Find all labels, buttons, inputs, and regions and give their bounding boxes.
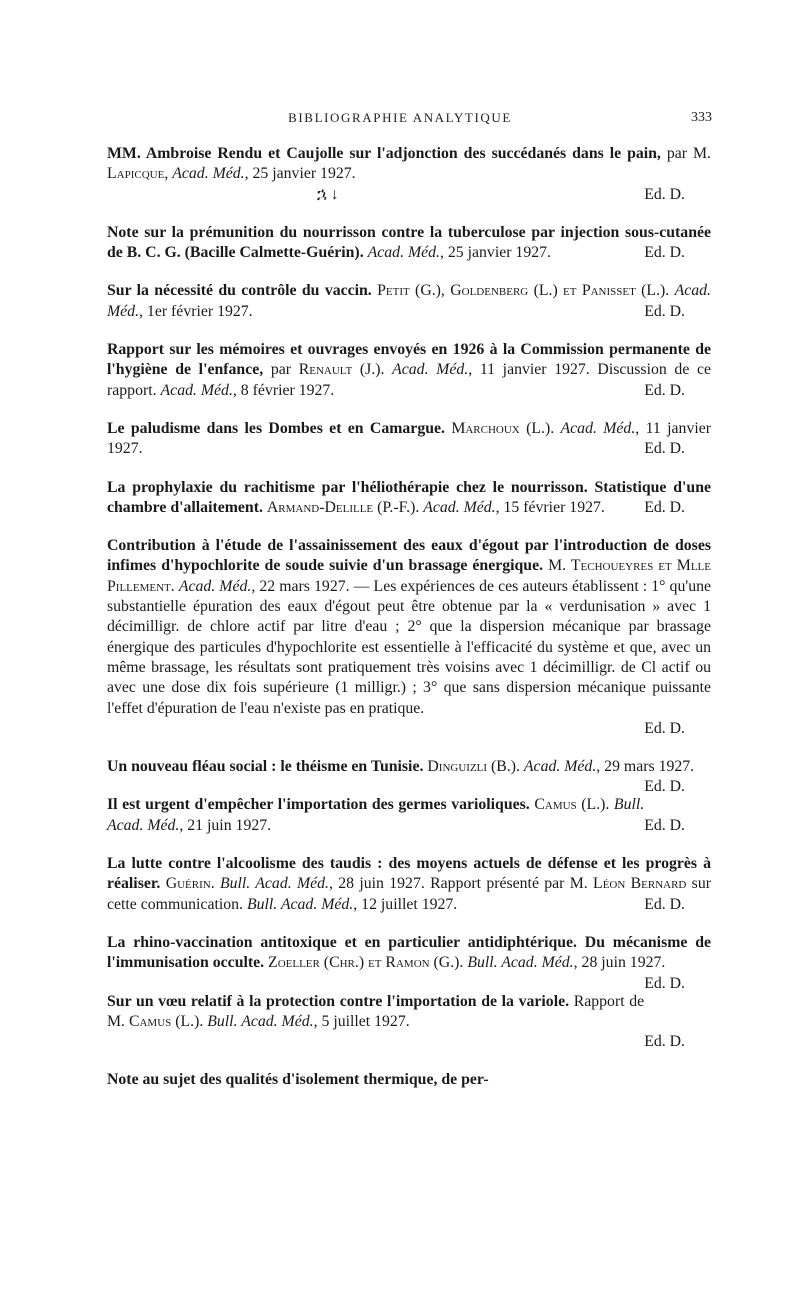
entry-signature: Ed. D. [644, 778, 685, 796]
entry-journal: Acad. Méd. [560, 419, 636, 437]
entry-authors: Guérin. [165, 875, 215, 893]
entry-title: Rapport sur les mémoires et ouvrages envoyés en 1926 à la Commission permanente de l'hygiène de l'enfance, [107, 341, 711, 379]
entry-title: Il est urgent d'empêcher l'importation des germes varioliques. [107, 796, 530, 814]
entry-voeu-variole [107, 992, 711, 1033]
entry-date: , 1er février 1927. [139, 302, 253, 320]
entry-isolement-thermique [107, 1070, 711, 1090]
entry-authors: Petit (G.), Goldenberg (L.) et Panisset (L.). [377, 282, 670, 300]
entry-signature: Ed. D. [644, 185, 685, 203]
entry-premunition [107, 223, 711, 264]
entry-title: MM. Ambroise Rendu et Caujolle sur l'adjonction des succédanés dans le pain, [107, 145, 661, 162]
entry-authors: Marchoux (L.). [451, 419, 555, 437]
entry-body: — Les expériences de ces auteurs établissent : 1° qu'une substantielle épuration des eaux d'égout peut être obtenue par la « verdunisation » avec 1 décimilligr. de chlore actif par litre d'eau ; 2° que la dispersion mécanique par brassage énergique des particules d'hypochlorite est essentielle à l'efficacité du système et que, avec un même brassage, les résultats sont pratiquement très voisins avec 1 décimilligr. de Cl actif ou avec une dose dix fois supérieure (1 milligr.) ; 3° que sans dispersion mécanique puissante l'effet d'épuration de l'eau n'existe pas en pratique. [107, 577, 712, 717]
entry-germes-varioliques [107, 795, 711, 836]
entry-theisme [107, 757, 711, 796]
entry-date: , 5 juillet 1927. [313, 1012, 410, 1030]
entry-authors: Camus (L.). [128, 1012, 204, 1030]
entry-title: Note au sujet des qualités d'isolement thermique, de per- [107, 1071, 489, 1089]
entry-date-2: , 12 juillet 1927. [353, 895, 458, 913]
entry-title: La rhino-vaccination antitoxique et en particulier antidiphtérique. Du mécanisme de l'immunisation occulte. [107, 933, 711, 972]
entry-alcoolisme [107, 854, 711, 915]
entry-authors: Camus (L.). [534, 796, 610, 814]
entry-signature: Ed. D. [644, 498, 685, 516]
entry-date: , 28 juin 1927. [573, 954, 666, 972]
entry-date: , 21 juin 1927. [179, 816, 272, 834]
entry-date: , 15 février 1927. [495, 498, 605, 516]
entry-succedanes: MM. Ambroise Rendu et Caujolle sur l'adjonction des succédanés dans le pain, par M. Lapicque, Acad. Méd., 25 janvier 1927. ኋ ↓ Ed. D. [107, 144, 711, 205]
bibliography-entries [107, 144, 711, 1109]
entry-journal: Acad. Méd. [392, 361, 469, 379]
entry-date: , 25 janvier 1927. [244, 165, 356, 183]
entry-journal: Bull. Acad. Méd. [219, 875, 330, 893]
entry-journal: Acad. Méd. [423, 498, 496, 516]
entry-eaux-egout [107, 536, 711, 719]
entry-controle-vaccin [107, 281, 711, 322]
entry-journal: Acad. Méd. [178, 577, 252, 595]
entry-date-2: , 8 février 1927. [232, 381, 335, 399]
entry-date: , 25 janvier 1927. [439, 244, 551, 262]
entry-journal-2: Acad. Méd. [160, 381, 233, 399]
entry-date: , 11 janvier 1927. [468, 361, 590, 379]
entry-authors: Renault (J.). [298, 361, 385, 379]
entry-signature: Ed. D. [644, 440, 685, 458]
entry-signature: Ed. D. [644, 1033, 685, 1051]
entry-journal: Acad. Méd. [523, 758, 597, 776]
entry-journal: Bull. Acad. Méd. [207, 1012, 314, 1030]
entry-journal: Bull. Acad. Méd. [467, 954, 574, 972]
entry-title: La prophylaxie du rachitisme par l'héliothérapie chez le nourrisson. Statistique d'une chambre d'allaitement. [107, 478, 711, 516]
entry-journal: Acad. Méd. [367, 244, 440, 262]
entry-signature: Ed. D. [644, 244, 685, 262]
entry-authors: Dinguizli (B.). [427, 758, 520, 776]
entry-body-author: Léon Bernard [593, 875, 687, 893]
entry-title: Contribution à l'étude de l'assainissement des eaux d'égout par l'introduction de doses infimes d'hypochlorite de soude suivie d'un brassage énergique. [107, 537, 711, 575]
entry-title: Le paludisme dans les Dombes et en Camargue. [107, 419, 445, 437]
entry-body: Discussion de ce rapport. [107, 361, 712, 399]
entry-title: Un nouveau fléau social : le théisme en Tunisie. [107, 758, 424, 776]
entry-date: , 22 mars 1927. [251, 577, 350, 595]
entry-signature: Ed. D. [644, 895, 685, 913]
entry-journal: Bull. Acad. Méd. [107, 796, 645, 834]
entry-date: , 11 janvier 1927. [107, 419, 711, 458]
entry-authors: Armand-Delille (P.-F.). [266, 498, 420, 516]
entry-signature: Ed. D. [644, 974, 685, 992]
entry-journal: Acad. Méd. [172, 165, 245, 183]
entry-title: Note sur la prémunition du nourrisson contre la tuberculose par injection sous-cutanée de B. C. G. (Bacille Calmette-Guérin). [107, 223, 711, 262]
entry-journal: Acad. Méd. [107, 282, 712, 320]
entry-authors: M. Techoueyres et Mlle Pillement. [107, 557, 711, 595]
entry-journal-2: Bull. Acad. Méd. [246, 895, 354, 913]
entry-signature: Ed. D. [644, 719, 685, 737]
entry-title: La lutte contre l'alcoolisme des taudis : des moyens actuels de défense et les progrès à réaliser. [107, 855, 711, 893]
entry-date: , 28 juin 1927. [329, 875, 425, 893]
entry-paludisme [107, 419, 711, 460]
entry-date: , 29 mars 1927. [596, 758, 695, 776]
entry-body-prefix: Rapport de M. [107, 992, 645, 1030]
entry-title: Sur un vœu relatif à la protection contre l'importation de la variole. [107, 992, 570, 1010]
entry-authors: Lapicque [107, 165, 165, 183]
entry-signature: Ed. D. [644, 302, 685, 320]
entry-signature: Ed. D. [644, 816, 685, 834]
entry-authors-prefix: par M. [666, 145, 711, 162]
entry-authors: Zoeller (Chr.) et Ramon (G.). [268, 954, 464, 972]
page-number: 333 [691, 110, 712, 125]
entry-body: sur cette communication. [107, 875, 711, 913]
entry-title: Sur la nécessité du contrôle du vaccin. [107, 282, 372, 300]
handwritten-mark: ኋ ↓ [317, 185, 339, 203]
entry-rachitisme [107, 478, 711, 519]
running-head: BIBLIOGRAPHIE ANALYTIQUE [288, 110, 512, 125]
entry-authors-prefix: par [270, 361, 299, 379]
entry-rhino-vaccination [107, 933, 711, 992]
page-header [0, 108, 800, 128]
entry-signature: Ed. D. [644, 381, 685, 399]
entry-body-prefix: Rapport présenté par M. [430, 875, 594, 893]
entry-rapport-enfance [107, 340, 711, 401]
